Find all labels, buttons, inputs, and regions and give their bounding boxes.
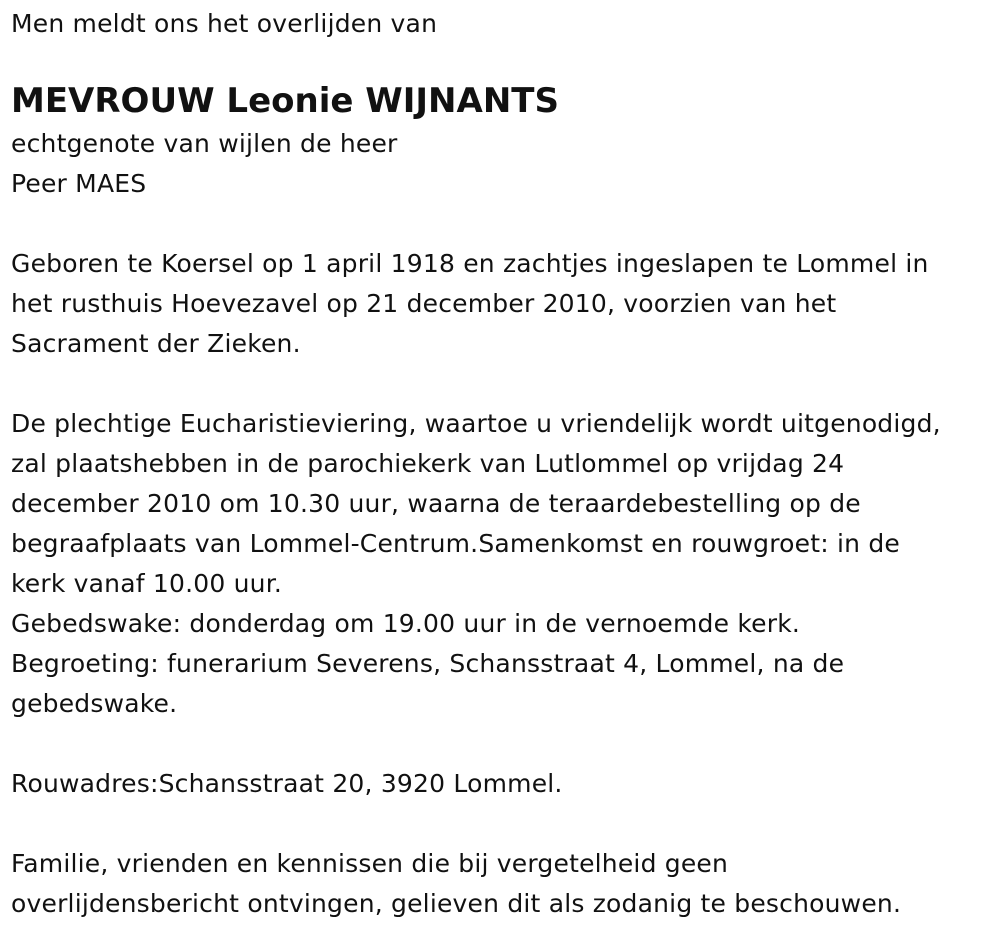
birth-death-line: het rusthuis Hoevezavel op 21 december 2010, voorzien van het [11,289,837,318]
greeting-line: Begroeting: funerarium Severens, Schansstraat 4, Lommel, na de [11,649,845,678]
obituary-notice [11,4,991,924]
mourning-address: Rouwadres:Schansstraat 20, 3920 Lommel. [11,769,563,798]
closing-line: Familie, vrienden en kennissen die bij vergetelheid geen [11,849,729,878]
ceremony-line: december 2010 om 10.30 uur, waarna de teraardebestelling op de [11,489,861,518]
spacer [11,724,991,764]
wake-line: Gebedswake: donderdag om 19.00 uur in de vernoemde kerk. [11,609,801,638]
greeting-line: gebedswake. [11,689,178,718]
spacer [11,364,991,404]
ceremony-line: De plechtige Eucharistieviering, waartoe u vriendelijk wordt uitgenodigd, [11,409,941,438]
spouse-line: Peer MAES [11,169,147,198]
closing-line: overlijdensbericht ontvingen, gelieven dit als zodanig te beschouwen. [11,889,902,918]
spouse-line: echtgenote van wijlen de heer [11,129,398,158]
spacer [11,804,991,844]
ceremony-line: zal plaatshebben in de parochiekerk van Lutlommel op vrijdag 24 [11,449,845,478]
ceremony-line: kerk vanaf 10.00 uur. [11,569,283,598]
spacer [11,204,991,244]
ceremony-line: begraafplaats van Lommel-Centrum.Samenkomst en rouwgroet: in de [11,529,901,558]
deceased-name: MEVROUW Leonie WIJNANTS [11,81,559,121]
birth-death-line: Geboren te Koersel op 1 april 1918 en zachtjes ingeslapen te Lommel in [11,249,929,278]
intro-text: Men meldt ons het overlijden van [11,9,438,38]
birth-death-line: Sacrament der Zieken. [11,329,301,358]
